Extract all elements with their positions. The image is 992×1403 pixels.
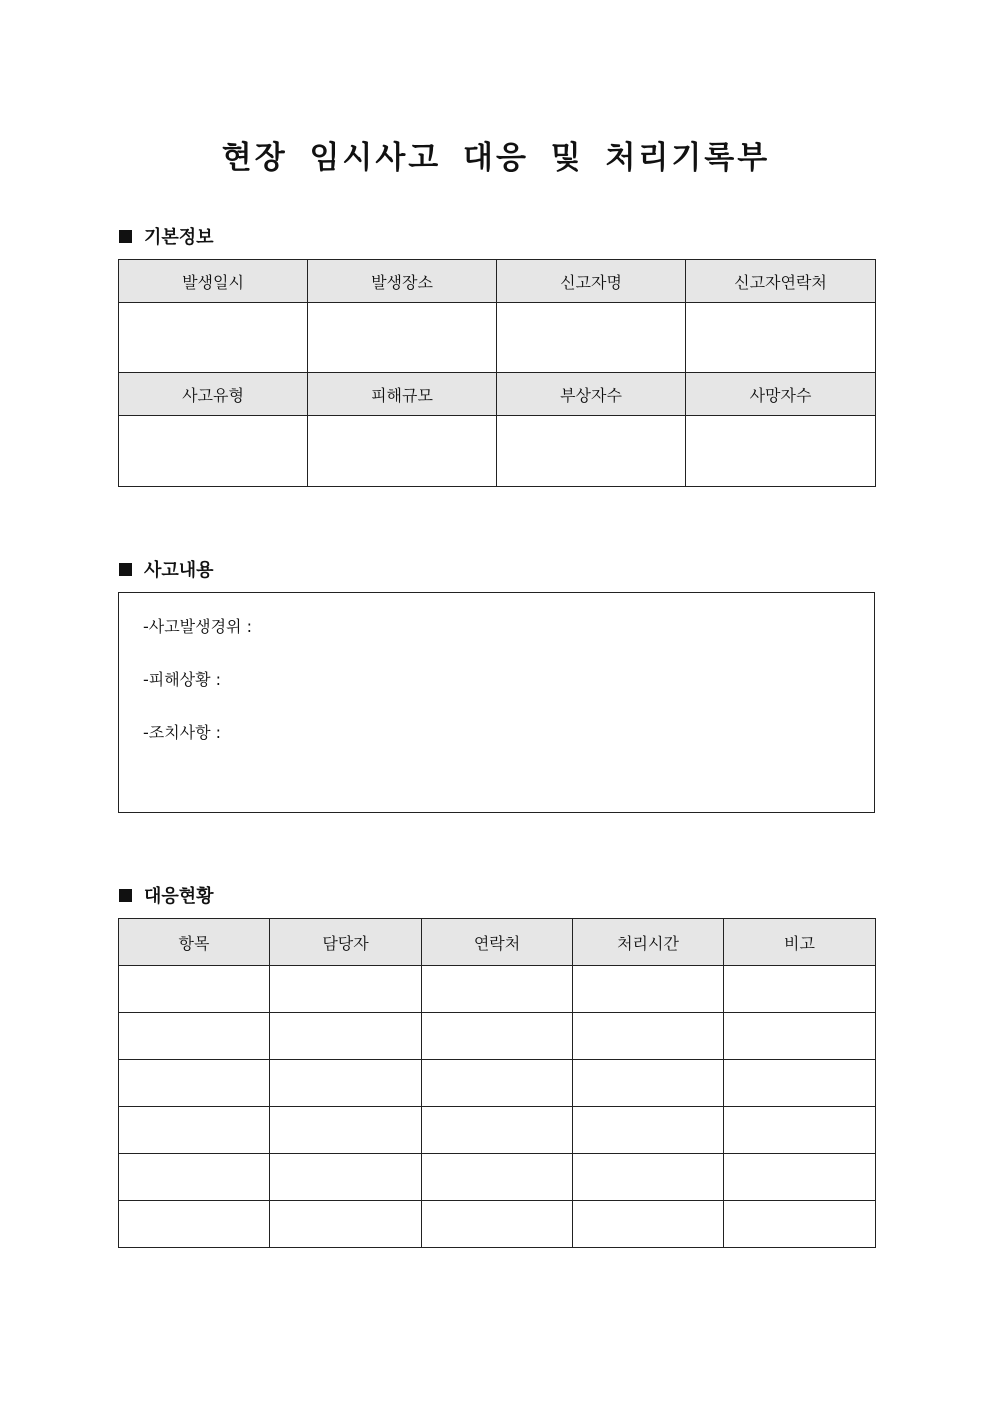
table-row: [119, 1013, 876, 1060]
table-cell[interactable]: [573, 1013, 724, 1060]
damage-status-line: -피해상황 :: [143, 670, 222, 689]
table-cell[interactable]: [270, 966, 422, 1013]
table-row: [119, 1107, 876, 1154]
action-taken-line: -조치사항 :: [143, 723, 222, 742]
header-processing-time: 처리시간: [573, 919, 724, 966]
header-reporter-name: 신고자명: [497, 260, 686, 303]
header-occurrence-location: 발생장소: [308, 260, 497, 303]
table-cell[interactable]: [119, 1154, 270, 1201]
table-cell[interactable]: [422, 1154, 573, 1201]
table-cell[interactable]: [270, 1013, 422, 1060]
table-cell[interactable]: [573, 1154, 724, 1201]
header-remarks: 비고: [724, 919, 876, 966]
table-cell[interactable]: [573, 966, 724, 1013]
field-death-count[interactable]: [686, 416, 876, 487]
field-occurrence-location[interactable]: [308, 303, 497, 373]
header-death-count: 사망자수: [686, 373, 876, 416]
accident-cause-line: -사고발생경위 :: [143, 617, 252, 636]
table-cell[interactable]: [724, 1154, 876, 1201]
table-cell[interactable]: [573, 1201, 724, 1248]
header-item: 항목: [119, 919, 270, 966]
response-rows: [119, 966, 876, 1248]
table-cell[interactable]: [573, 1107, 724, 1154]
field-occurrence-datetime[interactable]: [119, 303, 308, 373]
section-heading-label: 사고내용: [144, 560, 214, 581]
header-damage-scale: 피해규모: [308, 373, 497, 416]
table-cell[interactable]: [724, 1107, 876, 1154]
header-injured-count: 부상자수: [497, 373, 686, 416]
section-heading-label: 기본정보: [144, 227, 214, 248]
table-header-row: [119, 260, 876, 303]
field-reporter-name[interactable]: [497, 303, 686, 373]
table-header-row: [119, 373, 876, 416]
table-cell[interactable]: [422, 1060, 573, 1107]
table-cell[interactable]: [422, 966, 573, 1013]
table-cell[interactable]: [724, 1013, 876, 1060]
field-damage-scale[interactable]: [308, 416, 497, 487]
table-cell[interactable]: [119, 1060, 270, 1107]
table-cell[interactable]: [422, 1107, 573, 1154]
header-reporter-contact: 신고자연락처: [686, 260, 876, 303]
table-cell[interactable]: [270, 1107, 422, 1154]
basic-info-table: [118, 259, 876, 487]
section-heading-accident-details: [119, 556, 214, 582]
table-cell[interactable]: [119, 1107, 270, 1154]
table-cell[interactable]: [119, 1013, 270, 1060]
table-row: [119, 1154, 876, 1201]
square-bullet-icon: [119, 889, 132, 902]
table-row: [119, 966, 876, 1013]
field-injured-count[interactable]: [497, 416, 686, 487]
document-title: 현장 임시사고 대응 및 처리기록부: [221, 140, 771, 176]
table-cell[interactable]: [724, 1060, 876, 1107]
table-cell[interactable]: [573, 1060, 724, 1107]
square-bullet-icon: [119, 230, 132, 243]
table-row: [119, 1201, 876, 1248]
section-heading-label: 대응현황: [144, 886, 214, 907]
header-accident-type: 사고유형: [119, 373, 308, 416]
field-accident-type[interactable]: [119, 416, 308, 487]
table-cell[interactable]: [119, 1201, 270, 1248]
field-reporter-contact[interactable]: [686, 303, 876, 373]
table-cell[interactable]: [422, 1201, 573, 1248]
section-heading-basic-info: [119, 223, 214, 249]
table-row: [119, 1060, 876, 1107]
response-status-table: [118, 918, 876, 1248]
table-cell[interactable]: [270, 1060, 422, 1107]
table-cell[interactable]: [119, 966, 270, 1013]
table-cell[interactable]: [270, 1154, 422, 1201]
header-contact: 연락처: [422, 919, 573, 966]
table-row: [119, 303, 876, 373]
header-occurrence-datetime: 발생일시: [119, 260, 308, 303]
section-heading-response-status: [119, 882, 214, 908]
accident-details-box[interactable]: [118, 592, 875, 813]
table-cell[interactable]: [270, 1201, 422, 1248]
table-header-row: [119, 919, 876, 966]
square-bullet-icon: [119, 563, 132, 576]
table-row: [119, 416, 876, 487]
table-cell[interactable]: [422, 1013, 573, 1060]
table-cell[interactable]: [724, 966, 876, 1013]
header-person-in-charge: 담당자: [270, 919, 422, 966]
table-cell[interactable]: [724, 1201, 876, 1248]
